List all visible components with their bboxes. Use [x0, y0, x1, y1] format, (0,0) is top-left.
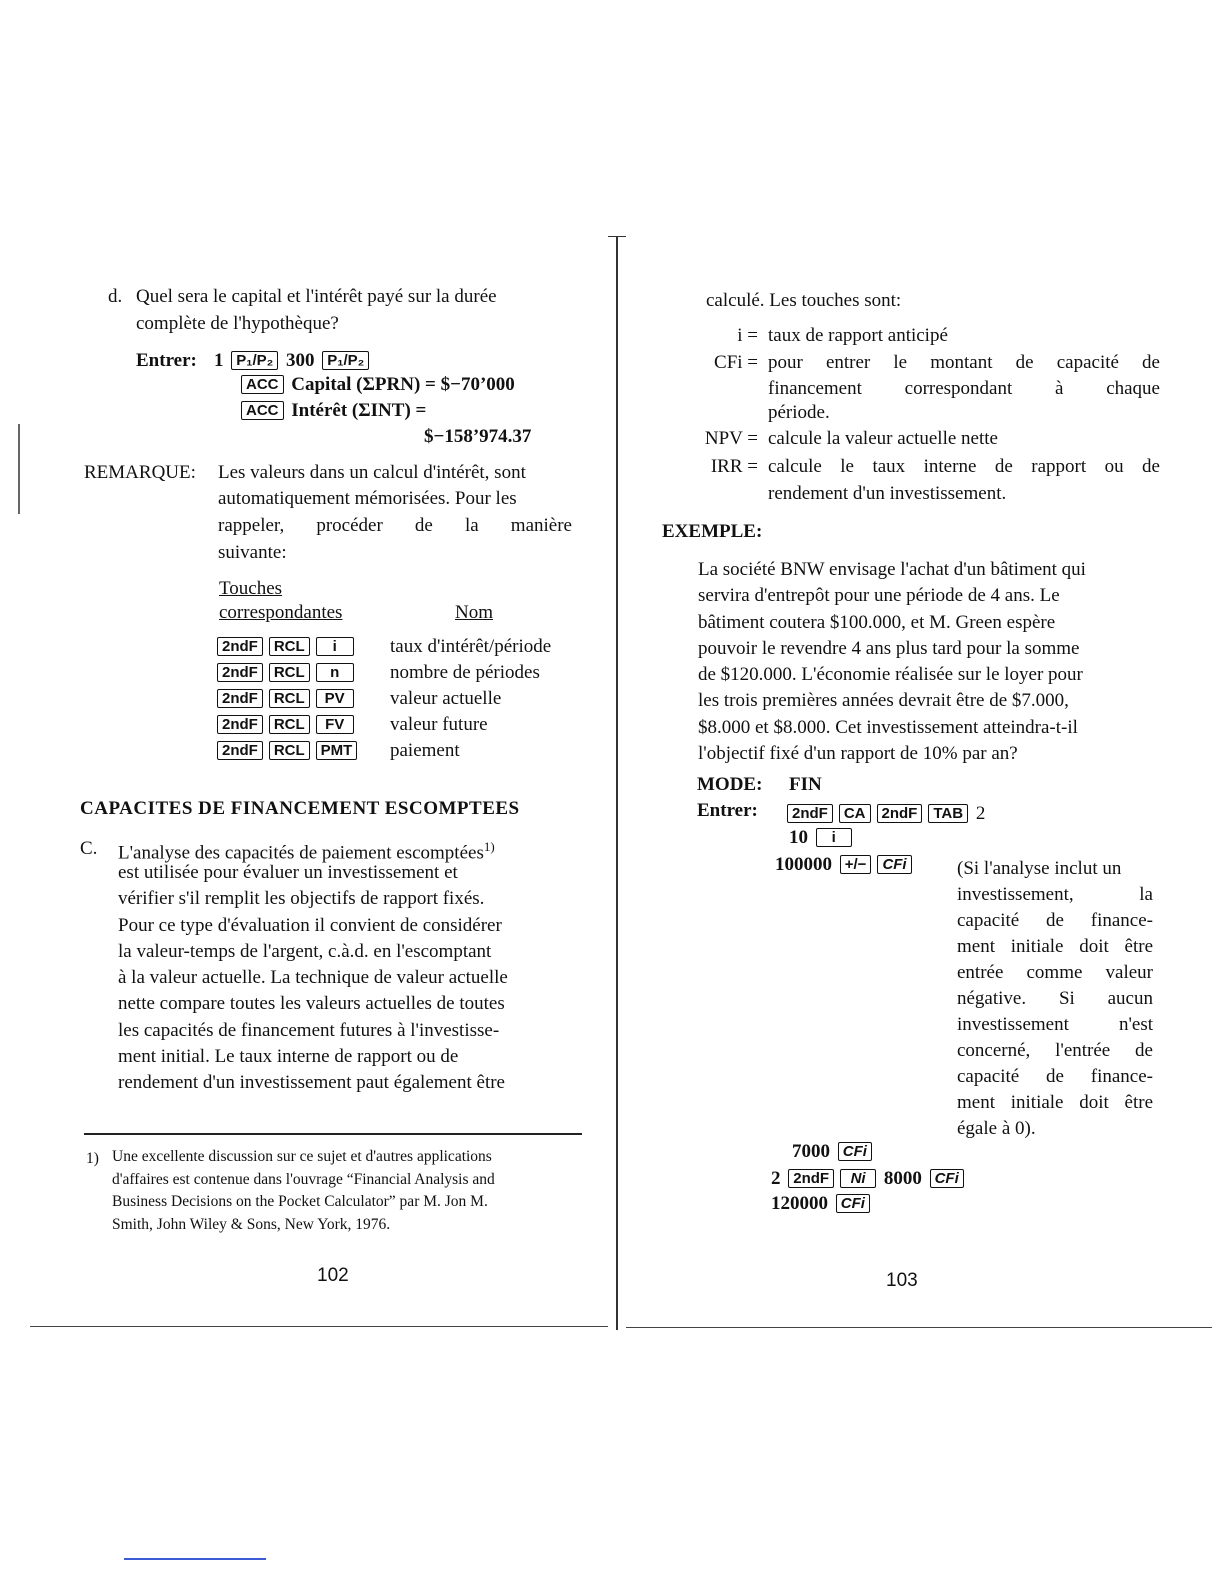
sign-change-key: +/− — [840, 855, 872, 874]
definition-term: i = — [737, 325, 758, 346]
question-d-label: d. — [108, 286, 123, 307]
section-c-line: ment initial. Le taux interne de rapport ou de — [118, 1046, 459, 1068]
2ndf-key: 2ndF — [217, 741, 263, 760]
entry-line3 — [238, 398, 426, 424]
2ndf-key: 2ndF — [877, 804, 923, 823]
note-line: égale à 0). — [957, 1118, 1036, 1139]
pv-key: PV — [316, 689, 354, 708]
note-line: investissement n'est — [957, 1014, 1153, 1035]
section-c-line: rendement d'un investissement paut également être — [118, 1072, 505, 1094]
note-line: investissement, la — [957, 884, 1153, 905]
question-d-line2: complète de l'hypothèque? — [136, 313, 339, 334]
example-line: l'objectif fixé d'un rapport de 10% par an? — [698, 743, 1018, 765]
table-row — [214, 738, 360, 764]
rcl-key: RCL — [269, 663, 310, 682]
table-row-name: valeur actuelle — [390, 688, 502, 709]
cfi-key: CFi — [838, 1142, 872, 1161]
entry-line2 — [238, 372, 515, 398]
note-line: négative. Si aucun — [957, 988, 1153, 1009]
example-body — [698, 557, 1160, 767]
definition-line: rendement d'un investissement. — [768, 483, 1007, 504]
intro-text: calculé. Les touches sont: — [706, 290, 902, 311]
entry-label-right: Entrer: — [697, 800, 758, 821]
rcl-key: RCL — [269, 637, 310, 656]
step-6-value: 120000 — [771, 1193, 828, 1214]
ni-key: Ni — [840, 1169, 876, 1188]
step-4-value: 7000 — [792, 1141, 830, 1162]
footnote-line: d'affaires est contenue dans l'ouvrage “Financial Analysis and — [112, 1170, 495, 1188]
step-5-value-b: 8000 — [883, 1168, 922, 1189]
key-table-header-col2: Nom — [455, 602, 493, 623]
p1p2-key: P₁/P₂ — [322, 351, 369, 370]
section-c-line: Pour ce type d'évaluation il convient de considérer — [118, 914, 502, 936]
key-table-header-col1-line2: correspondantes — [219, 602, 343, 623]
footnote-line: Smith, John Wiley & Sons, New York, 1976. — [112, 1215, 391, 1233]
step-5-value-a: 2 — [771, 1168, 781, 1189]
section-c-line: à la valeur actuelle. La technique de valeur actuelle — [118, 967, 508, 989]
definition-line: financement correspondant à chaque — [768, 378, 1160, 399]
example-line: les trois premières années devrait être de $7.000, — [698, 690, 1069, 712]
cfi-key: CFi — [930, 1169, 964, 1188]
cfi-key: CFi — [836, 1194, 870, 1213]
cfi-key: CFi — [877, 855, 911, 874]
definition-term: NPV = — [704, 428, 758, 449]
note-line: concerné, l'entrée de — [957, 1040, 1153, 1061]
entry-label: Entrer: — [136, 350, 197, 371]
key-table — [214, 634, 594, 768]
step-3-note — [957, 856, 1153, 1142]
note-line: ment initiale doit être — [957, 936, 1153, 957]
step-4 — [792, 1139, 875, 1165]
note-line: capacité de finance- — [957, 910, 1153, 931]
mode-value: FIN — [789, 774, 822, 795]
definition-line: pour entrer le montant de capacité de — [768, 352, 1160, 373]
page-gutter — [616, 236, 618, 1330]
remark-line: Les valeurs dans un calcul d'intérêt, sont — [218, 462, 526, 483]
margin-mark — [18, 424, 20, 514]
acc-key: ACC — [241, 401, 284, 420]
2ndf-key: 2ndF — [217, 637, 263, 656]
table-row — [214, 686, 357, 712]
example-line: bâtiment coutera $100.000, et M. Green espère — [698, 611, 1056, 633]
definition-line: calcule le taux interne de rapport ou de — [768, 456, 1160, 477]
i-key: i — [816, 828, 852, 847]
page-gutter-top — [608, 236, 626, 237]
key-table-header-col1-line1: Touches — [219, 578, 283, 599]
ca-key: CA — [839, 804, 871, 823]
entry-value-1: 1 — [214, 350, 224, 371]
section-c-line: nette compare toutes les valeurs actuelles de toutes — [118, 993, 505, 1015]
interest-label: Intérêt (ΣINT) = — [291, 400, 427, 421]
page-bottom-rule — [30, 1326, 608, 1327]
footnote-divider — [84, 1133, 582, 1135]
2ndf-key: 2ndF — [788, 1169, 834, 1188]
table-row — [214, 634, 357, 660]
2ndf-key: 2ndF — [217, 715, 263, 734]
remark-line: suivante: — [218, 542, 287, 563]
table-row-name: taux d'intérêt/période — [390, 636, 552, 657]
page-number-left: 102 — [317, 1265, 349, 1286]
section-c-line: les capacités de financement futures à l'investisse- — [118, 1019, 500, 1041]
i-key: i — [316, 637, 354, 656]
section-c-line: est utilisée pour évaluer un investissement et — [118, 862, 458, 883]
page-number-right: 103 — [886, 1270, 918, 1291]
note-line: capacité de finance- — [957, 1066, 1153, 1087]
table-row-name: valeur future — [390, 714, 488, 735]
interest-result: $−158’974.37 — [424, 426, 532, 447]
2ndf-key: 2ndF — [217, 663, 263, 682]
section-c-label: C. — [80, 838, 98, 859]
example-line: La société BNW envisage l'achat d'un bâtiment qui — [698, 559, 1086, 580]
2ndf-key: 2ndF — [217, 689, 263, 708]
table-row — [214, 660, 357, 686]
note-line: ment initiale doit être — [957, 1092, 1153, 1113]
table-row-name: nombre de périodes — [390, 662, 540, 683]
rcl-key: RCL — [269, 715, 310, 734]
remark-line: automatiquement mémorisées. Pour les — [218, 488, 517, 509]
entry-value-300: 300 — [286, 350, 315, 371]
step-1-value: 2 — [975, 803, 986, 824]
definition-line: calcule la valeur actuelle nette — [768, 428, 998, 449]
definition-line: taux de rapport anticipé — [768, 325, 948, 346]
acc-key: ACC — [241, 375, 284, 394]
n-key: n — [316, 663, 354, 682]
section-c-line1: L'analyse des capacités de paiement escomptées — [118, 842, 484, 864]
example-line: de $120.000. L'économie réalisée sur le loyer pour — [698, 664, 1083, 686]
question-d-line1: Quel sera le capital et l'intérêt payé sur la durée — [136, 286, 497, 307]
step-2 — [789, 825, 855, 851]
definition-term: IRR = — [710, 456, 758, 477]
remark-line: rappeler, procéder de la manière — [218, 515, 572, 536]
note-line: entrée comme valeur — [957, 962, 1153, 983]
section-c-body — [118, 860, 580, 1097]
footnote-line: Business Decisions on the Pocket Calculator” par M. Jon M. — [112, 1193, 488, 1210]
pmt-key: PMT — [316, 741, 358, 760]
example-line: $8.000 et $8.000. Cet investissement atteindra-t-il — [698, 716, 1078, 738]
entry-line1 — [214, 348, 372, 374]
footnote-mark: 1) — [86, 1150, 99, 1167]
footnote-text — [112, 1146, 584, 1236]
table-row — [214, 712, 357, 738]
table-row-name: paiement — [390, 740, 460, 761]
definition-line: période. — [768, 402, 830, 423]
section-c-line: la valeur-temps de l'argent, c.à.d. en l'escomptant — [118, 940, 492, 962]
step-1 — [784, 801, 985, 827]
2ndf-key: 2ndF — [787, 804, 833, 823]
bottom-underline — [124, 1558, 266, 1560]
step-5 — [771, 1166, 967, 1192]
section-c-line: vérifier s'il remplit les objectifs de rapport fixés. — [118, 888, 485, 910]
footnote-line: Une excellente discussion sur ce sujet et d'autres applications — [112, 1148, 492, 1165]
note-line: (Si l'analyse inclut un — [957, 858, 1122, 879]
remark-label: REMARQUE: — [84, 462, 196, 483]
capital-result: Capital (ΣPRN) = $−70’000 — [291, 374, 515, 395]
example-line: pouvoir le revendre 4 ans plus tard pour la somme — [698, 637, 1080, 659]
step-2-value: 10 — [789, 827, 808, 848]
section-heading: CAPACITES DE FINANCEMENT ESCOMPTEES — [80, 798, 520, 819]
p1p2-key: P₁/P₂ — [231, 351, 278, 370]
page-bottom-rule — [626, 1327, 1212, 1328]
example-line: servira d'entrepôt pour une période de 4 ans. Le — [698, 585, 1060, 607]
fv-key: FV — [316, 715, 354, 734]
step-3 — [775, 852, 915, 878]
example-heading: EXEMPLE: — [662, 521, 763, 542]
rcl-key: RCL — [269, 741, 310, 760]
footnote-ref: 1) — [483, 839, 495, 854]
definition-term: CFi = — [714, 352, 758, 373]
step-3-value: 100000 — [775, 854, 832, 875]
rcl-key: RCL — [269, 689, 310, 708]
tab-key: TAB — [928, 804, 968, 823]
step-6 — [771, 1191, 873, 1217]
mode-label: MODE: — [697, 774, 763, 795]
